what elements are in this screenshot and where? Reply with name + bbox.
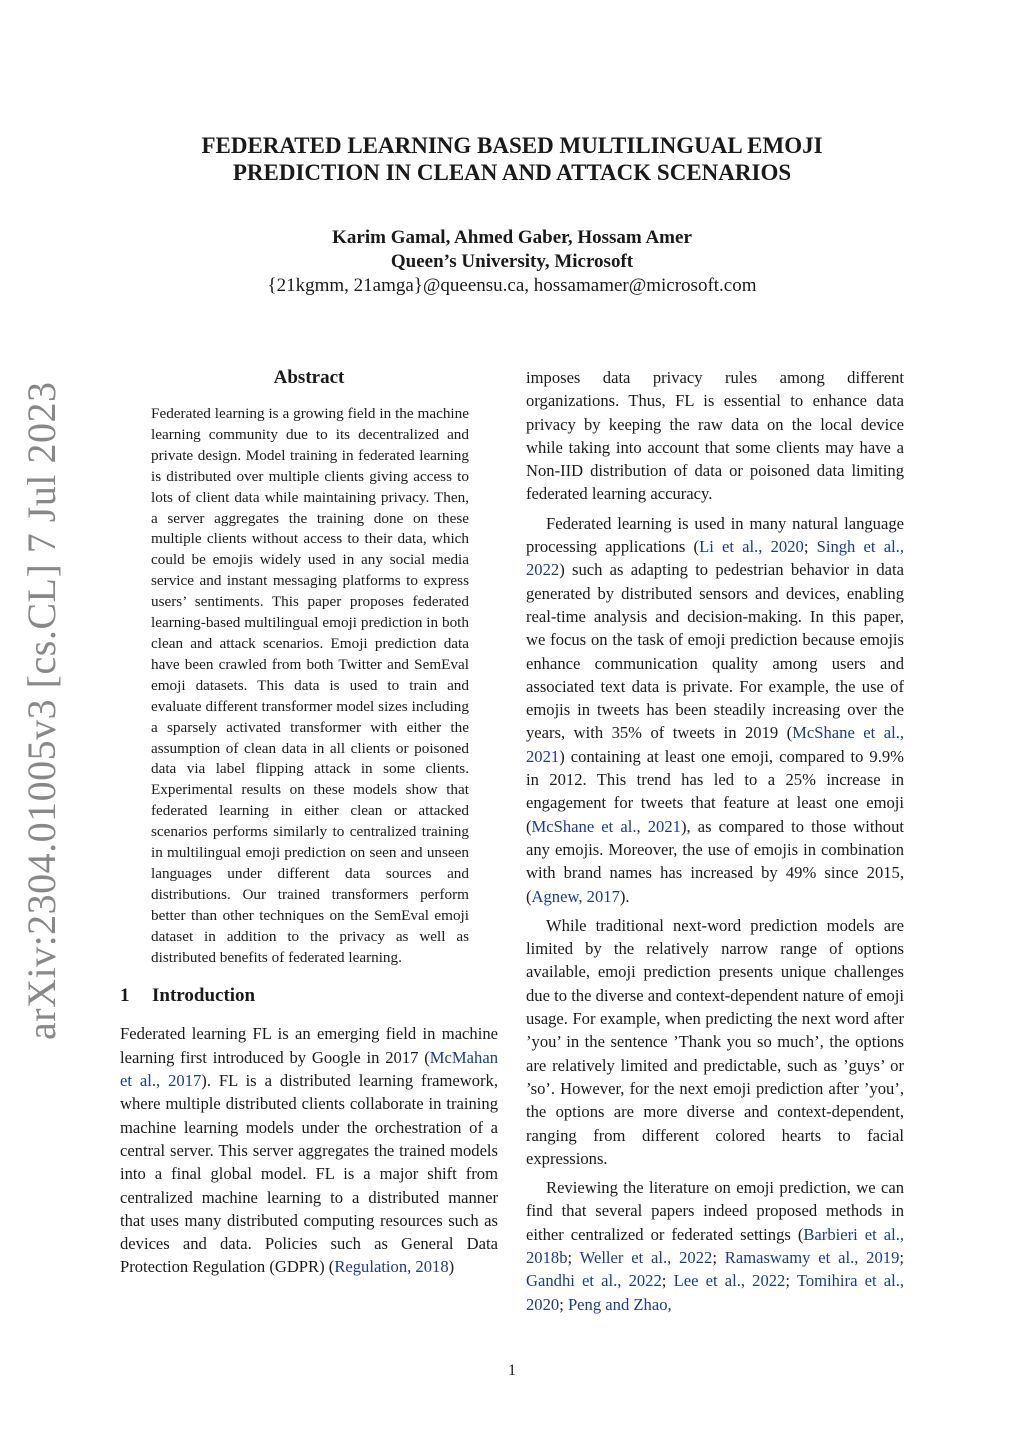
text-run: ). FL is a distributed learning framework, where multiple distributed clients collaborate in training machine learning models under the orchestration of a central server. This server aggregates the trained models into a final global model. FL is a major shift from centralized machine learning to a distributed manner that uses many distributed computing resources such as devices and data. Policies such as General Data Protection Regulation (GDPR) ( (120, 1071, 498, 1277)
title-line-1: FEDERATED LEARNING BASED MULTILINGUAL EMOJI (201, 133, 823, 158)
right-column (526, 366, 904, 1316)
citation-link[interactable]: Regulation, 2018 (334, 1257, 449, 1277)
text-run: Federated learning FL is an emerging field in machine learning first introduced by Google in 2017 ( (120, 1024, 498, 1067)
citation-link[interactable]: McMahan et al., 2017 (120, 1047, 498, 1091)
text-run: ; (567, 1247, 580, 1267)
citation-link[interactable]: McShane et al., 2021 (531, 816, 681, 836)
intro-paragraph-1 (120, 1022, 498, 1278)
citation-link[interactable]: Tomihira et al., 2020 (526, 1271, 905, 1314)
citation-link[interactable]: Lee et al., 2022 (673, 1271, 786, 1291)
page-number: 1 (508, 1362, 516, 1379)
author-block (120, 226, 904, 298)
citation-link[interactable]: Singh et al., 2022 (526, 537, 904, 580)
arxiv-identifier: arXiv:2304.01005v3 [cs.CL] 7 Jul 2023 (19, 381, 64, 1040)
text-run: ; (899, 1247, 904, 1267)
author-affiliation: Queen’s University, Microsoft (390, 251, 634, 272)
text-run: ) (448, 1257, 455, 1277)
text-run: ; (803, 537, 817, 557)
text-run: ), as compared to those without any emojis. Moreover, the use of emojis in combination with brand names has increased by 49% since 2015, ( (526, 816, 904, 906)
text-run: Federated learning is used in many natural language processing applications ( (526, 513, 904, 557)
text-run: ) containing at least one emoji, compared to 9.9% in 2012. This trend has led to a 25% increase in engagement for tweets that feature at least one emoji ( (526, 746, 904, 836)
section-number: 1 (120, 985, 130, 1007)
citation-link[interactable]: Peng and Zhao, (567, 1294, 672, 1314)
citation-link[interactable]: Agnew, 2017 (531, 886, 620, 906)
abstract-text: Federated learning is a growing field in the machine learning community due to its decentralized and private design. Model training in federated learning is distributed over multiple clients giving access to lots of client data while maintaining privacy. Then, a server aggregates the training done on these multiple clients without access to their data, which could be emojis widely used in any social media service and instant messaging platforms to express users’ sentiments. This paper proposes federated learning-based multilingual emoji prediction in both clean and attack scenarios. Emoji prediction data have been crawled from both Twitter and SemEval emoji datasets. This data is used to train and evaluate different transformer model sizes including a sparsely activated transformer with either the assumption of clean data in all clients or poisoned data via label flipping attack in some clients. Experimental results on these models show that federated learning in either clean or attacked scenarios performs similarly to centralized training in multilingual emoji prediction on seen and unseen languages under different data sources and distributions. Our trained transformers perform better than other techniques on the SemEval emoji dataset in addition to the privacy as well as distributed benefits of federated learning. (151, 405, 469, 966)
text-run: ; (712, 1247, 725, 1267)
text-run: ; (559, 1294, 568, 1314)
text-run: ; (785, 1271, 797, 1291)
intro-paragraph-3: While traditional next-word prediction models are limited by the relatively narrow range of options available, emoji prediction presents unique challenges due to the diverse and context-dependent nature of emoji usage. For example, when predicting the next word after ’you’ in the sentence ’Thank you so much’, the options are relatively limited and predictable, such as ’guys’ or ’so’. However, for the next emoji prediction after ’you’, the options are more diverse and context-dependent, ranging from different colored hearts to facial expressions. (526, 915, 904, 1168)
author-names: Karim Gamal, Ahmed Gaber, Hossam Amer (332, 227, 692, 248)
author-emails: {21kgmm, 21amga}@queensu.ca, hossamamer@microsoft.com (267, 275, 757, 296)
citation-link[interactable]: Weller et al., 2022 (579, 1247, 713, 1267)
intro-paragraph-2 (526, 512, 904, 908)
citation-link[interactable]: Li et al., 2020 (699, 537, 804, 557)
citation-link[interactable]: McShane et al., 2021 (526, 723, 905, 766)
title-line-2: PREDICTION IN CLEAN AND ATTACK SCENARIOS (232, 160, 792, 185)
abstract-heading: Abstract (273, 367, 345, 388)
text-run: ; (661, 1271, 674, 1291)
citation-link[interactable]: Ramaswamy et al., 2019 (724, 1247, 900, 1267)
section-title: Introduction (152, 985, 256, 1007)
paper-title (120, 132, 904, 186)
left-column (120, 366, 498, 1279)
citation-link[interactable]: Barbieri et al., 2018b (526, 1224, 904, 1267)
citation-link[interactable]: Gandhi et al., 2022 (526, 1271, 662, 1291)
text-run: ) such as adapting to pedestrian behavior in data generated by distributed sensors and devices, enabling real-time analysis and decision-making. In this paper, we focus on the task of emoji prediction because emojis enhance communication quality among users and associated text data is private. For example, the use of emojis in tweets has been steadily increasing over the years, with 35% of tweets in 2019 ( (526, 560, 904, 743)
intro-paragraph-4 (526, 1176, 904, 1316)
section-heading-introduction (120, 984, 498, 1008)
text-run: Reviewing the literature on emoji prediction, we can find that several papers indeed proposed methods in either centralized or federated settings ( (526, 1178, 904, 1244)
intro-paragraph-continued: imposes data privacy rules among different organizations. Thus, FL is essential to enhance data privacy by keeping the raw data on the local device while taking into account that some clients may have a Non-IID distribution of data or poisoned data limiting federated learning accuracy. (526, 368, 904, 504)
text-run: ). (619, 886, 630, 906)
